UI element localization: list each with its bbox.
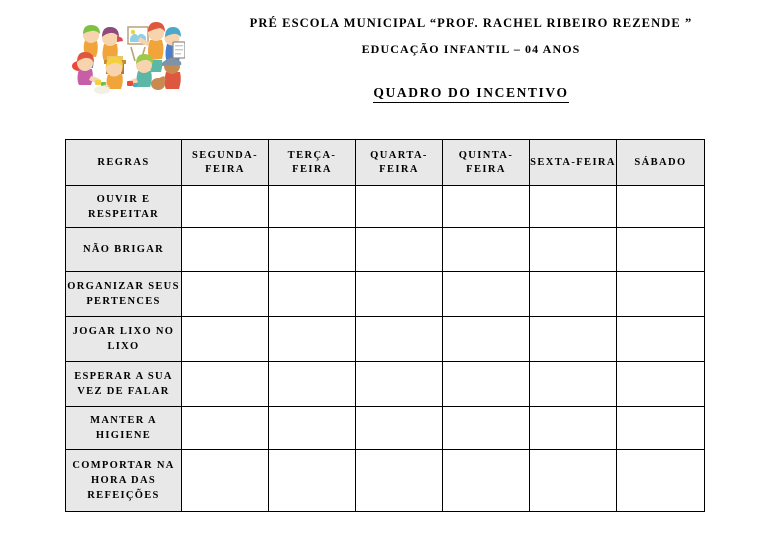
column-header-rules: REGRAS (66, 140, 182, 186)
mark-cell[interactable] (530, 407, 617, 450)
rule-label: JOGAR LIXO NO LIXO (66, 317, 182, 362)
mark-cell[interactable] (443, 407, 530, 450)
column-header-wednesday: QUARTA-FEIRA (356, 140, 443, 186)
mark-cell[interactable] (617, 228, 705, 272)
mark-cell[interactable] (617, 362, 705, 407)
mark-cell[interactable] (269, 362, 356, 407)
table-row (66, 228, 705, 272)
school-level: EDUCAÇÃO INFANTIL – 04 ANOS (361, 42, 581, 56)
mark-cell[interactable] (530, 317, 617, 362)
mark-cell[interactable] (530, 186, 617, 228)
column-header-monday: SEGUNDA-FEIRA (182, 140, 269, 186)
mark-cell[interactable] (530, 228, 617, 272)
mark-cell[interactable] (617, 407, 705, 450)
mark-cell[interactable] (182, 407, 269, 450)
mark-cell[interactable] (182, 317, 269, 362)
mark-cell[interactable] (356, 362, 443, 407)
page-title: QUADRO DO INCENTIVO (373, 85, 568, 103)
document-header (0, 0, 768, 118)
mark-cell[interactable] (443, 228, 530, 272)
table-row (66, 272, 705, 317)
rule-label: ESPERAR A SUA VEZ DE FALAR (66, 362, 182, 407)
mark-cell[interactable] (182, 186, 269, 228)
mark-cell[interactable] (269, 450, 356, 512)
mark-cell[interactable] (356, 272, 443, 317)
rule-label: MANTER A HIGIENE (66, 407, 182, 450)
rule-label: ORGANIZAR SEUS PERTENCES (66, 272, 182, 317)
mark-cell[interactable] (269, 407, 356, 450)
header-text-block (186, 14, 756, 103)
mark-cell[interactable] (269, 186, 356, 228)
mark-cell[interactable] (356, 186, 443, 228)
mark-cell[interactable] (269, 317, 356, 362)
mark-cell[interactable] (530, 362, 617, 407)
mark-cell[interactable] (356, 228, 443, 272)
table-row (66, 186, 705, 228)
mark-cell[interactable] (443, 186, 530, 228)
mark-cell[interactable] (617, 272, 705, 317)
column-header-friday: SEXTA-FEIRA (530, 140, 617, 186)
rule-label: COMPORTAR NA HORA DAS REFEIÇÕES (66, 450, 182, 512)
incentive-chart-table (65, 139, 705, 512)
mark-cell[interactable] (269, 272, 356, 317)
mark-cell[interactable] (182, 362, 269, 407)
mark-cell[interactable] (182, 228, 269, 272)
column-header-thursday: QUINTA-FEIRA (443, 140, 530, 186)
table-row (66, 362, 705, 407)
mark-cell[interactable] (356, 407, 443, 450)
mark-cell[interactable] (443, 362, 530, 407)
mark-cell[interactable] (443, 317, 530, 362)
mark-cell[interactable] (182, 450, 269, 512)
table-header-row (66, 140, 705, 186)
mark-cell[interactable] (530, 272, 617, 317)
mark-cell[interactable] (530, 450, 617, 512)
column-header-tuesday: TERÇA-FEIRA (269, 140, 356, 186)
column-header-saturday: SÁBADO (617, 140, 705, 186)
mark-cell[interactable] (356, 317, 443, 362)
table-row (66, 407, 705, 450)
mark-cell[interactable] (617, 317, 705, 362)
mark-cell[interactable] (356, 450, 443, 512)
mark-cell[interactable] (443, 272, 530, 317)
mark-cell[interactable] (182, 272, 269, 317)
table-row (66, 450, 705, 512)
school-name: PRÉ ESCOLA MUNICIPAL “PROF. RACHEL RIBEIRO REZENDE ” (249, 16, 693, 30)
mark-cell[interactable] (269, 228, 356, 272)
mark-cell[interactable] (617, 186, 705, 228)
table-row (66, 317, 705, 362)
document-title-wrap (186, 84, 756, 103)
rule-label: OUVIR E RESPEITAR (66, 186, 182, 228)
mark-cell[interactable] (617, 450, 705, 512)
children-activities-clipart-icon (71, 14, 185, 95)
rule-label: NÃO BRIGAR (66, 228, 182, 272)
mark-cell[interactable] (443, 450, 530, 512)
